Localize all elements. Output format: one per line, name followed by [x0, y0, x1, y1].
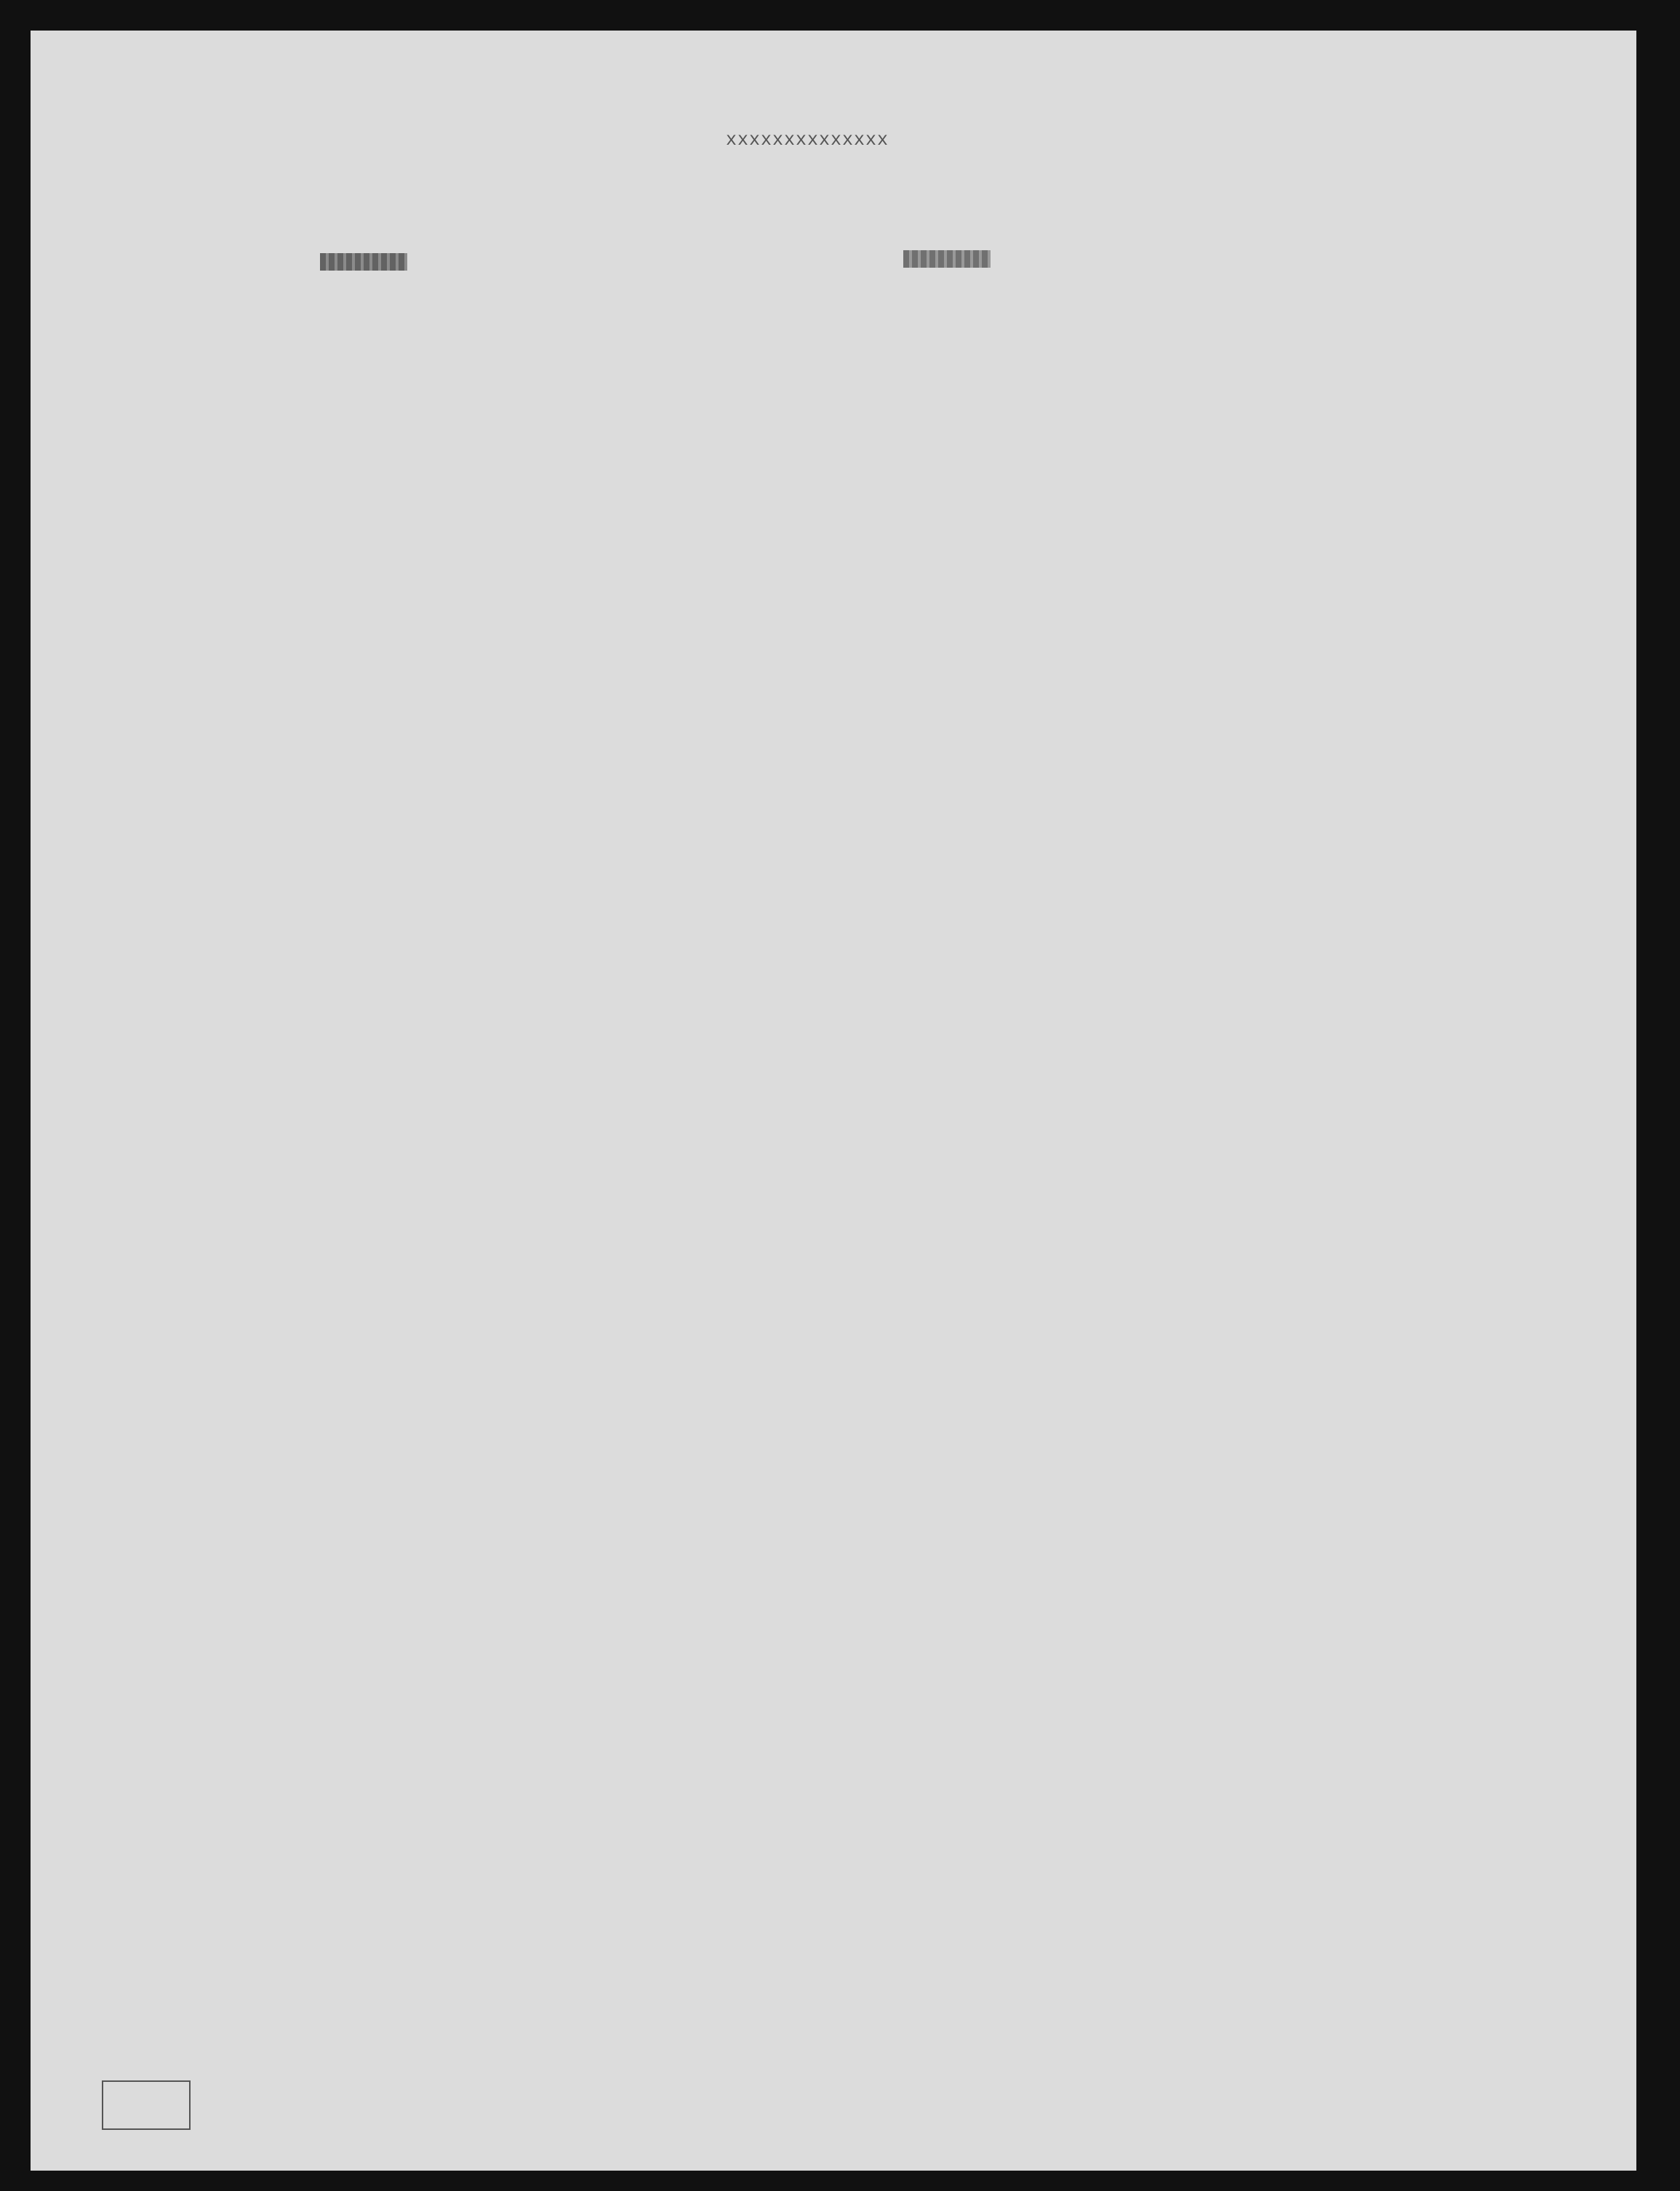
- form-grid: [31, 31, 1636, 2171]
- crossout-x: xxxxxxxxxxxxxx: [726, 129, 889, 151]
- form-page: [31, 31, 1636, 2171]
